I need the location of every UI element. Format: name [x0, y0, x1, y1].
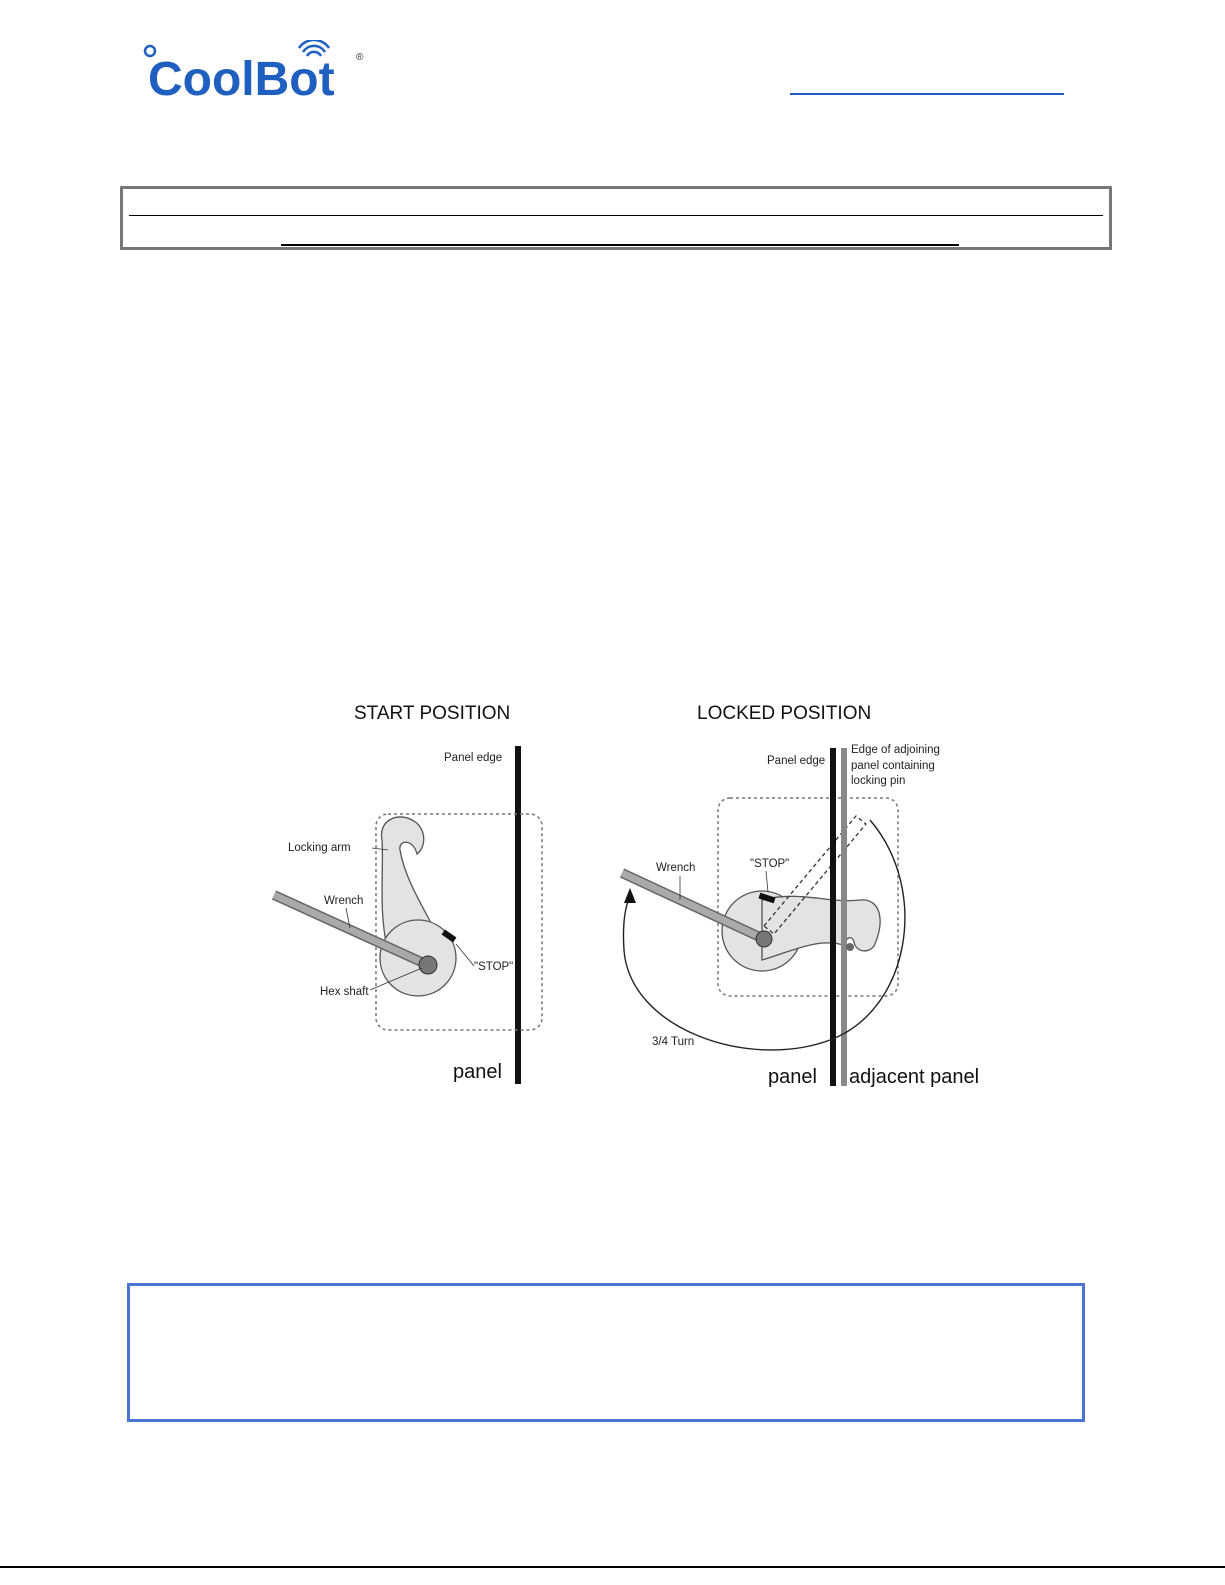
- header-title-underline: [281, 244, 959, 246]
- header-rule: [129, 215, 1103, 216]
- start-panel-edge-label: Panel edge: [444, 752, 503, 764]
- locking-diagram: [270, 690, 1020, 1100]
- locked-turn-label: 3/4 Turn: [652, 1036, 695, 1048]
- locked-panel-edge-label: Panel edge: [767, 755, 826, 767]
- locked-stop-label: "STOP": [750, 858, 790, 870]
- start-position-title: START POSITION: [354, 703, 511, 724]
- note-box: [127, 1283, 1085, 1422]
- locked-position-title: LOCKED POSITION: [697, 703, 872, 724]
- locked-adjacent-panel-label: adjacent panel: [849, 1066, 980, 1088]
- locked-wrench-label: Wrench: [656, 862, 696, 874]
- locked-edge-label-3: locking pin: [851, 775, 906, 787]
- start-stop-label: "STOP": [474, 961, 514, 973]
- start-panel-label: panel: [453, 1061, 502, 1083]
- footer-rule: [0, 1566, 1225, 1568]
- locked-edge-label-1: Edge of adjoining: [851, 744, 940, 756]
- svg-text:CoolBot: CoolBot: [148, 53, 335, 106]
- locked-edge-label-2: panel containing: [851, 760, 935, 772]
- header-box: [120, 186, 1112, 250]
- locked-panel-label: panel: [768, 1066, 817, 1088]
- locked-position-diagram: [622, 703, 979, 1088]
- start-wrench-label: Wrench: [324, 895, 364, 907]
- locked-locking-arm: [762, 896, 880, 960]
- header-link-underline[interactable]: [790, 93, 1064, 95]
- svg-text:®: ®: [356, 52, 364, 63]
- coolbot-logo: [140, 40, 370, 110]
- start-locking-arm-label: Locking arm: [288, 842, 351, 854]
- start-position-diagram: [274, 703, 542, 1084]
- start-hex-shaft-label: Hex shaft: [320, 986, 369, 998]
